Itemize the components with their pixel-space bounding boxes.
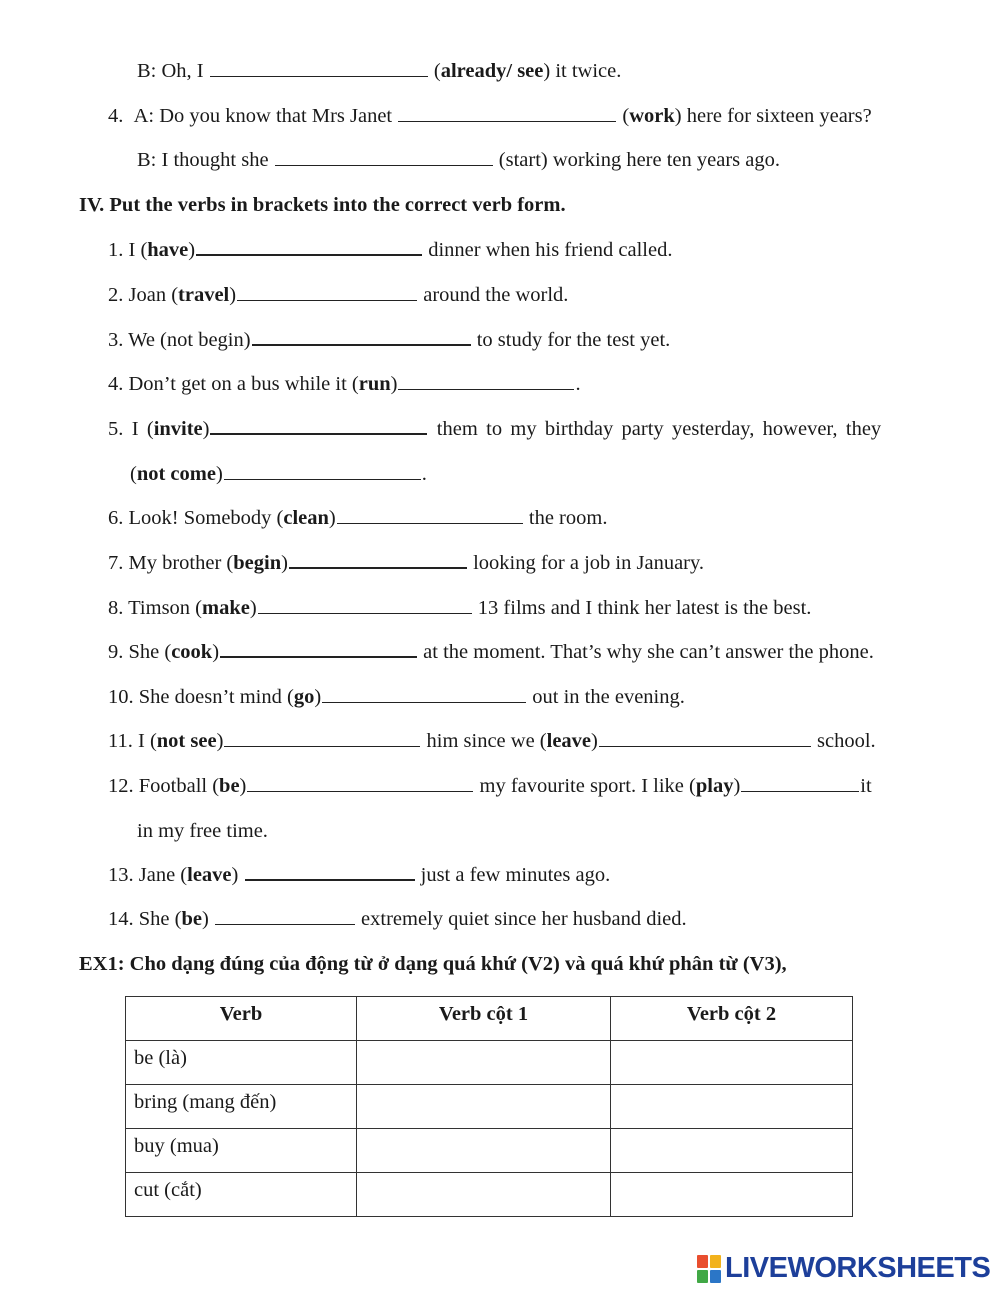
- line-text: looking for a job in January.: [467, 552, 705, 574]
- question-11: [108, 728, 876, 754]
- verb-keyword: clean: [283, 507, 329, 529]
- table-row: [126, 1041, 853, 1085]
- table-header-cell: Verb cột 2: [611, 997, 853, 1041]
- verb-keyword: invite: [153, 418, 203, 440]
- answer-blank[interactable]: [322, 702, 526, 703]
- question-6: [108, 505, 607, 531]
- liveworksheets-logo: [697, 1252, 990, 1285]
- line-text: (start) working here ten years ago.: [493, 149, 780, 171]
- line-text: ): [249, 597, 257, 619]
- answer-blank[interactable]: [398, 121, 616, 122]
- line-text: 4. Don’t get on a bus while it (: [108, 373, 359, 395]
- verb-keyword: not come: [136, 463, 216, 485]
- verb-keyword: run: [358, 373, 391, 395]
- line-text: .: [575, 373, 581, 395]
- verb-keyword: leave: [546, 730, 592, 752]
- line-text: ): [733, 775, 741, 797]
- line-text: in my free time.: [137, 820, 268, 842]
- verb-keyword: go: [293, 686, 315, 708]
- verb-keyword: leave: [187, 864, 232, 886]
- answer-blank[interactable]: [337, 523, 523, 524]
- line-text: 9. She (: [108, 641, 172, 663]
- line-text: my favourite sport. I like (: [474, 775, 696, 797]
- question-2: [108, 282, 568, 308]
- line-text: 5. I (: [108, 418, 154, 440]
- line-text: (: [428, 60, 441, 82]
- line-text: ) it twice.: [543, 60, 622, 82]
- line-text: .: [421, 463, 427, 485]
- line-text: 1. I (: [108, 239, 148, 261]
- answer-blank[interactable]: [215, 924, 355, 925]
- logo-tile: [710, 1255, 721, 1268]
- answer-blank[interactable]: [237, 300, 417, 301]
- logo-tile: [697, 1255, 708, 1268]
- line-text: ): [591, 730, 598, 752]
- table-header-cell: Verb cột 1: [357, 997, 611, 1041]
- answer-blank[interactable]: [224, 479, 421, 480]
- line-text: dinner when his friend called.: [423, 239, 673, 261]
- line-text: it: [860, 775, 872, 797]
- table-header-row: [126, 997, 853, 1041]
- question-9: [108, 639, 874, 665]
- question-4: [108, 371, 581, 397]
- answer-blank[interactable]: [245, 879, 415, 881]
- line-text: ): [314, 686, 322, 708]
- question-1: [108, 237, 672, 263]
- verb-keyword: begin: [233, 552, 282, 574]
- answer-cell-v2[interactable]: [357, 1085, 611, 1129]
- answer-blank[interactable]: [220, 656, 417, 658]
- verb-keyword: make: [202, 597, 250, 619]
- logo-tile: [710, 1270, 721, 1283]
- table-row: [126, 1085, 853, 1129]
- line-text: ) here for sixteen years?: [674, 105, 872, 127]
- line-text: around the world.: [418, 284, 569, 306]
- line-text: the room.: [523, 507, 608, 529]
- line-text: 4. A: Do you know that Mrs Janet: [108, 105, 398, 127]
- line-text: 12. Football (: [108, 775, 220, 797]
- line-text: EX1: Cho dạng đúng của động từ ở dạng quá khứ (V2) và quá khứ phân từ (V3),: [79, 953, 787, 975]
- verb-keyword: be: [181, 908, 202, 930]
- line-text: 13 films and I think her latest is the best.: [472, 597, 812, 619]
- line-text: ): [202, 418, 210, 440]
- question-12-part-1: [108, 773, 872, 799]
- line-b4: [137, 147, 780, 173]
- brand-name: LIVEWORKSHEETS: [725, 1252, 991, 1284]
- liveworksheets-icon: [697, 1255, 721, 1283]
- answer-blank[interactable]: [196, 254, 422, 256]
- line-text: out in the evening.: [527, 686, 685, 708]
- verb-keyword: have: [147, 239, 189, 261]
- line-text: them to my birthday party yesterday, however, they: [428, 418, 882, 440]
- answer-blank[interactable]: [275, 165, 493, 166]
- question-3: [108, 327, 670, 353]
- line-text: 3. We (not begin): [108, 329, 251, 351]
- answer-blank[interactable]: [224, 746, 420, 747]
- line-text: (: [130, 463, 137, 485]
- line-text: 6. Look! Somebody (: [108, 507, 284, 529]
- line-text: 2. Joan (: [108, 284, 179, 306]
- answer-blank[interactable]: [247, 791, 473, 792]
- line-text: ): [281, 552, 288, 574]
- exercise-1-heading: [79, 951, 787, 977]
- line-text: IV. Put the verbs in brackets into the correct verb form.: [79, 194, 566, 216]
- answer-cell-v2[interactable]: [357, 1173, 611, 1217]
- line-text: school.: [811, 730, 876, 752]
- answer-blank[interactable]: [210, 76, 428, 77]
- line-text: him since we (: [421, 730, 547, 752]
- answer-cell-v2[interactable]: [357, 1041, 611, 1085]
- line-text: ): [201, 908, 214, 930]
- question-14: [108, 906, 687, 932]
- line-text: (: [617, 105, 630, 127]
- line-text: ): [216, 730, 224, 752]
- line-text: to study for the test yet.: [471, 329, 671, 351]
- verb-keyword: travel: [178, 284, 230, 306]
- logo-tile: [697, 1270, 708, 1283]
- answer-blank[interactable]: [210, 433, 427, 435]
- line-text: extremely quiet since her husband died.: [355, 908, 687, 930]
- line-text: ): [215, 463, 223, 485]
- line-text: ): [212, 641, 220, 663]
- table-row: [126, 1129, 853, 1173]
- line-text: ): [239, 775, 247, 797]
- answer-blank[interactable]: [258, 613, 472, 614]
- question-5-part-1: [108, 416, 938, 442]
- line-text: B: I thought she: [137, 149, 274, 171]
- question-8: [108, 595, 811, 621]
- answer-blank[interactable]: [599, 746, 811, 747]
- answer-blank[interactable]: [252, 344, 471, 346]
- answer-cell-v3[interactable]: [611, 1041, 853, 1085]
- question-7: [108, 550, 704, 576]
- answer-blank[interactable]: [398, 389, 574, 390]
- answer-blank[interactable]: [289, 567, 467, 569]
- table-header-cell: Verb: [126, 997, 357, 1041]
- question-12-part-2: [137, 818, 268, 844]
- line-text: 13. Jane (: [108, 864, 188, 886]
- line-text: ): [328, 507, 336, 529]
- table-row: [126, 1173, 853, 1217]
- verb-keyword: already/ see: [440, 60, 544, 82]
- line-text: 11. I (: [108, 730, 157, 752]
- line-text: at the moment. That’s why she can’t answer the phone.: [418, 641, 874, 663]
- verb-keyword: be: [219, 775, 240, 797]
- line-text: 10. She doesn’t mind (: [108, 686, 294, 708]
- verb-keyword: work: [629, 105, 675, 127]
- line-text: B: Oh, I: [137, 60, 209, 82]
- line-text: ): [188, 239, 196, 261]
- line-a4: [108, 103, 872, 129]
- verb-keyword: cook: [171, 641, 213, 663]
- line-b3: [137, 58, 621, 84]
- verb-keyword: play: [695, 775, 734, 797]
- table-cell-verb: buy (mua): [126, 1129, 357, 1173]
- line-text: 14. She (: [108, 908, 182, 930]
- table-cell-verb: cut (cắt): [126, 1173, 357, 1217]
- table-cell-verb: bring (mang đến): [126, 1085, 357, 1129]
- section-heading-iv: [79, 192, 566, 218]
- answer-cell-v2[interactable]: [357, 1129, 611, 1173]
- line-text: just a few minutes ago.: [415, 864, 611, 886]
- question-13: [108, 862, 610, 888]
- line-text: 7. My brother (: [108, 552, 234, 574]
- question-10: [108, 684, 685, 710]
- question-5-part-2: [130, 461, 427, 487]
- answer-cell-v3[interactable]: [611, 1129, 853, 1173]
- line-text: ): [229, 284, 237, 306]
- verb-table: [125, 996, 853, 1217]
- line-text: ): [231, 864, 244, 886]
- answer-cell-v3[interactable]: [611, 1173, 853, 1217]
- line-text: ): [390, 373, 398, 395]
- answer-blank[interactable]: [741, 791, 859, 792]
- verb-keyword: not see: [156, 730, 217, 752]
- answer-cell-v3[interactable]: [611, 1085, 853, 1129]
- line-text: 8. Timson (: [108, 597, 203, 619]
- table-cell-verb: be (là): [126, 1041, 357, 1085]
